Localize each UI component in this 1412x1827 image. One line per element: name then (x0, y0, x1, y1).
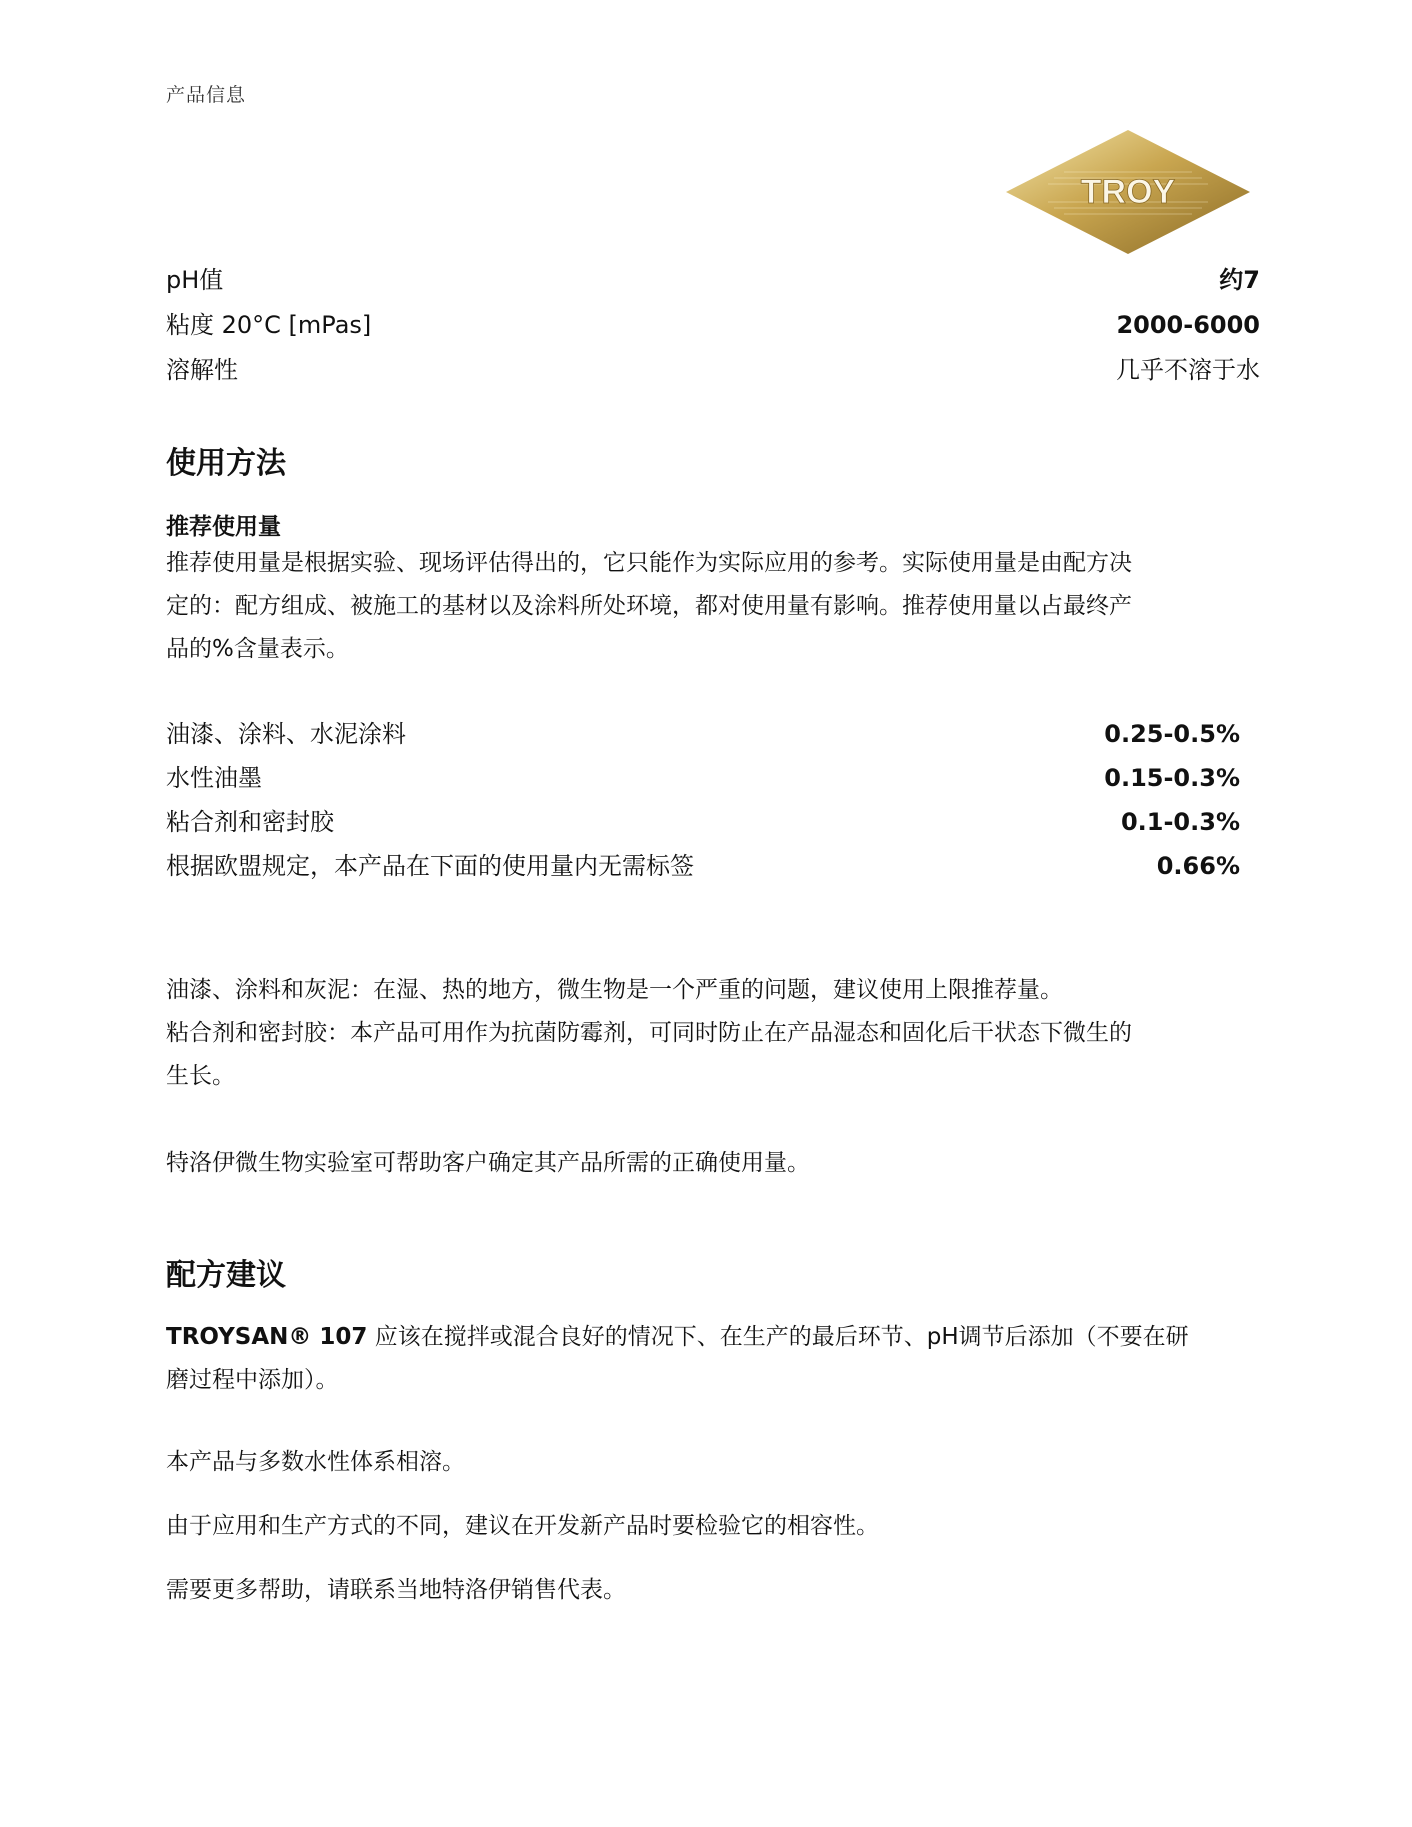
dosage-row (166, 804, 1412, 840)
lab-support-note: 特洛伊微生物实验室可帮助客户确定其产品所需的正确使用量。 (166, 1150, 810, 1176)
dosage-row (166, 848, 1412, 884)
troy-logo (1004, 128, 1252, 256)
paragraph-line: 定的：配方组成、被施工的基材以及涂料所处环境，都对使用量有影响。推荐使用量以占最终产 (166, 593, 1132, 619)
dosage-label: 根据欧盟规定，本产品在下面的使用量内无需标签 (166, 852, 694, 880)
property-label: pH值 (166, 266, 224, 294)
dosage-row (166, 760, 1412, 796)
application-notes-paragraph (166, 969, 1246, 1098)
property-row-ph (166, 262, 1412, 298)
property-row-solubility (166, 352, 1412, 388)
section-title-formulation: 配方建议 (166, 1258, 286, 1293)
logo-text: TROY (1080, 173, 1176, 211)
dosage-label: 水性油墨 (166, 764, 262, 792)
property-value: 约7 (1219, 266, 1260, 294)
property-row-viscosity (166, 307, 1412, 343)
dosage-value: 0.1-0.3% (1120, 808, 1240, 836)
paragraph-line: 磨过程中添加）。 (166, 1367, 339, 1393)
formulation-paragraph (166, 1316, 1246, 1402)
product-name: TROYSAN® 107 (166, 1324, 368, 1350)
property-label: 溶解性 (166, 356, 238, 384)
contact-note: 需要更多帮助，请联系当地特洛伊销售代表。 (166, 1577, 626, 1603)
paragraph-line (166, 1316, 1246, 1359)
dosage-label: 粘合剂和密封胶 (166, 808, 334, 836)
property-value: 几乎不溶于水 (1116, 356, 1260, 384)
dosage-label: 油漆、涂料、水泥涂料 (166, 720, 406, 748)
dosage-value: 0.15-0.3% (1104, 764, 1240, 792)
section-title-usage: 使用方法 (166, 446, 286, 481)
dosage-value: 0.66% (1156, 852, 1240, 880)
property-value: 2000-6000 (1116, 311, 1260, 339)
recommended-dosage-paragraph (166, 542, 1246, 671)
paragraph-line: 推荐使用量是根据实验、现场评估得出的，它只能作为实际应用的参考。实际使用量是由配方决 (166, 550, 1132, 576)
paragraph-line: 生长。 (166, 1063, 235, 1089)
paragraph-text: 应该在搅拌或混合良好的情况下、在生产的最后环节、pH调节后添加（不要在研 (367, 1324, 1189, 1350)
compatibility-note: 本产品与多数水性体系相溶。 (166, 1449, 465, 1475)
dosage-value: 0.25-0.5% (1104, 720, 1240, 748)
paragraph-line: 品的%含量表示。 (166, 636, 349, 662)
document-header-label: 产品信息 (166, 84, 247, 106)
dosage-row (166, 716, 1412, 752)
paragraph-line: 油漆、涂料和灰泥：在湿、热的地方，微生物是一个严重的问题，建议使用上限推荐量。 (166, 977, 1063, 1003)
troy-logo-graphic (1004, 128, 1252, 256)
compatibility-check-note: 由于应用和生产方式的不同，建议在开发新产品时要检验它的相容性。 (166, 1513, 879, 1539)
subheading-recommended-dosage: 推荐使用量 (166, 514, 281, 540)
property-label: 粘度 20°C [mPas] (166, 311, 372, 339)
paragraph-line: 粘合剂和密封胶：本产品可用作为抗菌防霉剂，可同时防止在产品湿态和固化后干状态下微生的 (166, 1020, 1132, 1046)
